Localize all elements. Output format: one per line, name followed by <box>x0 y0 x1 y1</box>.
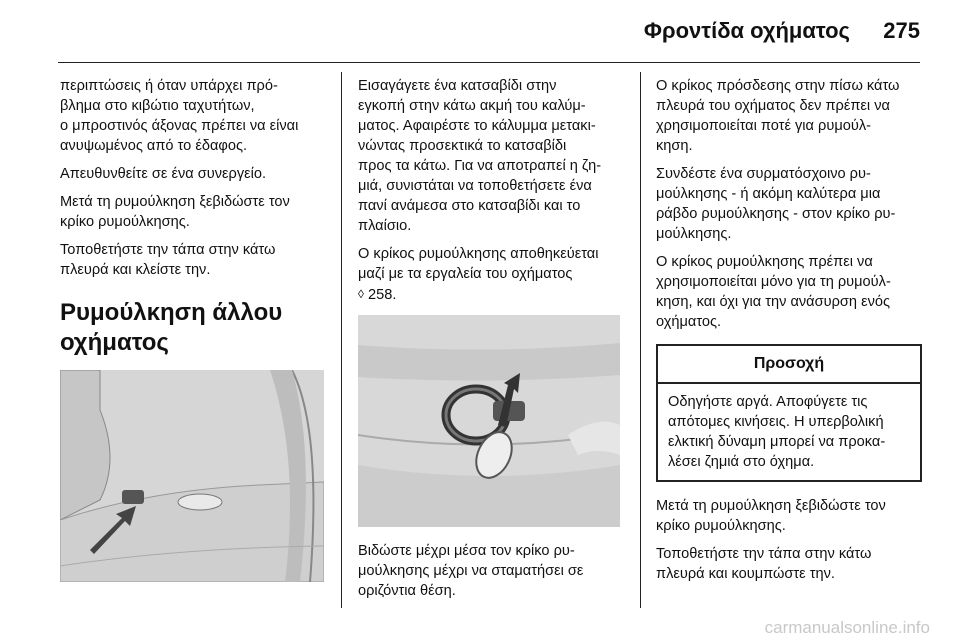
towing-eye-illustration <box>358 315 620 527</box>
paragraph-workshop: Απευθυνθείτε σε ένα συνεργείο. <box>60 166 267 182</box>
caution-box <box>656 344 922 482</box>
paragraph-unscrew-eye-after: Μετά τη ρυμούλκηση ξεβιδώστε τον κρίκο ρυμούλκησης. <box>656 498 886 534</box>
page-title: Φροντίδα οχήματος <box>643 18 850 43</box>
paragraph-towing-only: Ο κρίκος ρυμούλκησης πρέπει να χρησιμοποιείται μόνο για τη ρυμούλ- κηση, και όχι για την ανάσυρση ενός οχήματος. <box>656 254 891 330</box>
column-3 <box>656 76 922 592</box>
column-1 <box>60 76 330 582</box>
paragraph-transmission-note: περιπτώσεις ή όταν υπάρχει πρό- βλημα στο κιβώτιο ταχυτήτων, ο μπροστινός άξονας πρέπει να είναι ανυψωμένος από το έδαφος. <box>60 78 299 154</box>
page-header <box>0 0 960 58</box>
paragraph-eye-storage: Ο κρίκος ρυμούλκησης αποθηκεύεται μαζί με τα εργαλεία του οχήματος ◊ 258. <box>358 246 599 303</box>
column-divider-1 <box>341 72 342 608</box>
paragraph-unscrew-eye: Μετά τη ρυμούλκηση ξεβιδώστε τον κρίκο ρυμούλκησης. <box>60 194 290 230</box>
rear-bumper-illustration <box>60 370 324 582</box>
section-heading-towing-other-vehicle: Ρυμούλκηση άλλου οχήματος <box>60 299 283 356</box>
page-number: 275 <box>883 18 920 43</box>
rear-bumper-drawing <box>60 370 324 582</box>
towing-eye-drawing <box>358 315 620 527</box>
page-reference-icon: ◊ <box>358 287 364 301</box>
column-divider-2 <box>640 72 641 608</box>
caution-heading: Προσοχή <box>658 346 920 384</box>
paragraph-refit-cap-clip: Τοποθετήστε την τάπα στην κάτω πλευρά και κουμπώστε την. <box>656 546 872 582</box>
paragraph-refit-cap: Τοποθετήστε την τάπα στην κάτω πλευρά και κλείστε την. <box>60 242 276 278</box>
paragraph-remove-cover: Εισαγάγετε ένα κατσαβίδι στην εγκοπή στην κάτω ακμή του καλύμ- ματος. Αφαιρέστε το κάλυμμα μετακι- νώντας προσεκτικά το κατσαβίδι προς τα κάτω. Για να αποτραπεί η ζη- μιά, συνιστάται να τοποθετήσετε ένα πανί ανάμεσα στο κατσαβίδι και το πλαίσιο. <box>358 78 602 234</box>
caution-text: Οδηγήστε αργά. Αποφύγετε τις απότομες κινήσεις. Η υπερβολική ελκτική δύναμη μπορεί να προκα- λέσει ζημιά στο όχημα. <box>668 394 886 470</box>
page-reference-link[interactable]: 258. <box>368 287 397 303</box>
paragraph-rear-lashing-eye: Ο κρίκος πρόσδεσης στην πίσω κάτω πλευρά του οχήματος δεν πρέπει να χρησιμοποιείται ποτέ για ρυμούλ- κηση. <box>656 78 900 154</box>
header-divider <box>58 62 920 63</box>
watermark-text: carmanualsonline.info <box>764 618 930 637</box>
column-2 <box>358 76 628 609</box>
paragraph-attach-rope: Συνδέστε ένα συρματόσχοινο ρυ- μούλκησης - ή ακόμη καλύτερα μια ράβδο ρυμούλκησης - στον κρίκο ρυ- μούλκησης. <box>656 166 896 242</box>
paragraph-screw-in-eye: Βιδώστε μέχρι μέσα τον κρίκο ρυ- μούλκησης μέχρι να σταματήσει σε οριζόντια θέση. <box>358 543 584 599</box>
